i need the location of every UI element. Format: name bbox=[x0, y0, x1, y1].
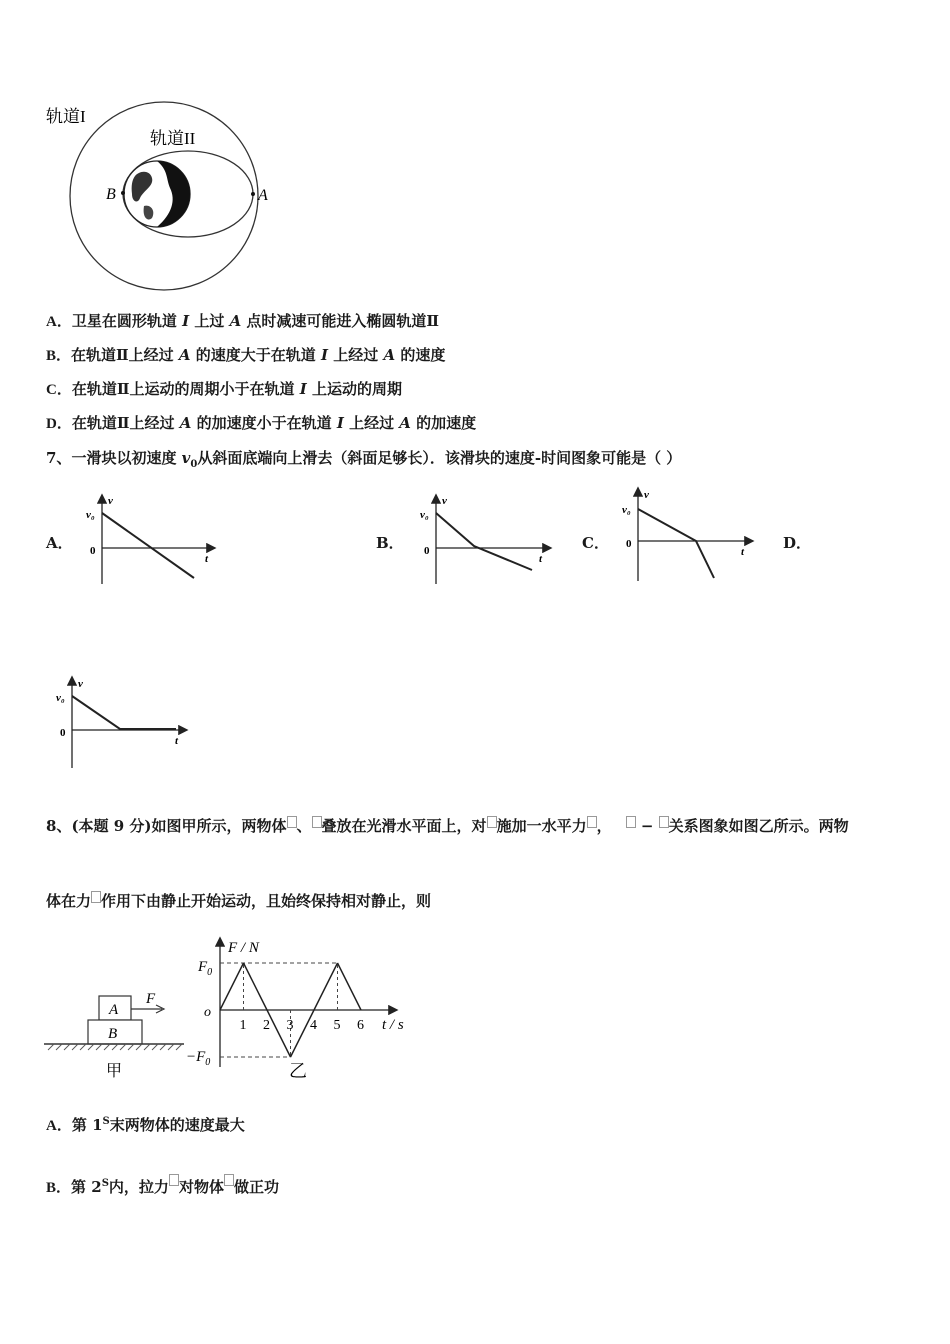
option-label: A． bbox=[46, 314, 72, 330]
option-var: A bbox=[383, 346, 396, 364]
missing-glyph bbox=[312, 816, 322, 828]
missing-glyph bbox=[659, 816, 669, 828]
option-text: 的速度 bbox=[395, 346, 446, 364]
stem-sub: 0 bbox=[190, 459, 198, 470]
q7-graph-b[interactable] bbox=[418, 490, 558, 586]
q8-option-b[interactable] bbox=[46, 1174, 279, 1198]
zero-label: 0 bbox=[626, 538, 632, 550]
option-text: 上经过 bbox=[343, 414, 400, 432]
option-text: 在轨道Ⅱ上运动的周期小于在轨道 bbox=[71, 380, 300, 398]
stem-var: v bbox=[181, 449, 191, 467]
option-text: 上过 bbox=[189, 312, 230, 330]
stem-text: 从斜面底端向上滑去（斜面足够长）．该滑块的速度-时间图象可能是（ ） bbox=[197, 449, 682, 467]
x-tick-label: 4 bbox=[310, 1018, 317, 1033]
missing-glyph bbox=[91, 891, 101, 903]
option-text: 末两物体的速度最大 bbox=[109, 1116, 245, 1134]
orbit-2-label: 轨道II bbox=[150, 129, 196, 148]
option-text: 在轨道Ⅱ上经过 bbox=[71, 414, 180, 432]
option-var: A bbox=[178, 346, 191, 364]
option-text: 卫星在圆形轨道 bbox=[71, 312, 183, 330]
force-series-segment bbox=[244, 963, 268, 1010]
figure-caption: 乙 bbox=[289, 1061, 307, 1081]
q8-figure-yi-chart bbox=[186, 935, 420, 1085]
option-var: I bbox=[299, 380, 307, 398]
q7-graph-d[interactable] bbox=[54, 672, 194, 772]
option-var: A bbox=[229, 312, 242, 330]
earth-icon bbox=[124, 161, 190, 227]
option-text: 的加速度小于在轨道 bbox=[191, 414, 337, 432]
option-label: C． bbox=[46, 382, 72, 398]
q7-graph-a[interactable] bbox=[84, 490, 224, 586]
x-tick-label: 3 bbox=[286, 1018, 294, 1033]
option-text: 第 2 bbox=[71, 1178, 102, 1196]
stem-text: − bbox=[635, 817, 659, 835]
point-b-dot bbox=[121, 191, 125, 195]
block-b-label: B bbox=[108, 1026, 118, 1042]
zero-label: 0 bbox=[60, 727, 66, 739]
missing-glyph bbox=[487, 816, 497, 828]
stem-text: 、 bbox=[296, 817, 312, 835]
q7-graph-c[interactable] bbox=[620, 485, 760, 585]
option-label: D． bbox=[46, 416, 72, 432]
v-label: v bbox=[78, 678, 83, 690]
v0-label: v₀ bbox=[86, 509, 95, 521]
stem-text: 作用下由静止开始运动，且始终保持相对静止，则 bbox=[101, 892, 432, 910]
q7-stem bbox=[46, 448, 681, 475]
zero-label: 0 bbox=[424, 545, 430, 557]
orbit-1-label: 轨道I bbox=[46, 107, 86, 126]
question-number: 7、 bbox=[46, 449, 72, 467]
point-b-label: B bbox=[106, 186, 116, 203]
q6-option-c[interactable] bbox=[46, 379, 402, 400]
option-text: 点时减速可能进入椭圆轨道Ⅱ bbox=[241, 312, 440, 330]
option-var: I bbox=[182, 312, 190, 330]
stem-text: ， bbox=[596, 817, 612, 835]
q7-option-a-label[interactable]: A． bbox=[46, 534, 73, 552]
option-text: 在轨道Ⅱ上经过 bbox=[71, 346, 179, 364]
question-number: 8、 bbox=[46, 817, 72, 835]
q6-option-a[interactable] bbox=[46, 311, 439, 332]
option-text: 的加速度 bbox=[410, 414, 477, 432]
question-score: (本题 9 分) bbox=[71, 817, 152, 835]
force-series-segment bbox=[220, 963, 244, 1010]
t-label: t bbox=[175, 735, 179, 747]
stem-text: 体在力 bbox=[46, 892, 92, 910]
missing-glyph bbox=[287, 816, 297, 828]
x-tick-label: 6 bbox=[357, 1018, 364, 1033]
stem-text: 关系图象如图乙所示。两物 bbox=[668, 817, 849, 835]
origin-label: o bbox=[204, 1005, 211, 1020]
q7-option-b-label[interactable]: B． bbox=[376, 534, 404, 552]
zero-label: 0 bbox=[90, 545, 96, 557]
q8-stem-line-2 bbox=[46, 891, 431, 911]
velocity-line bbox=[638, 509, 714, 578]
force-series-segment bbox=[314, 963, 338, 1010]
q7-option-d-label[interactable]: D． bbox=[783, 534, 812, 552]
f0-label: $F_0$ bbox=[198, 959, 213, 978]
v-label: v bbox=[644, 489, 649, 501]
x-tick-label: 1 bbox=[239, 1018, 247, 1033]
stem-text: 施加一水平力 bbox=[496, 817, 587, 835]
option-text: 第 1 bbox=[71, 1116, 103, 1134]
missing-glyph bbox=[169, 1174, 179, 1186]
force-series-segment bbox=[338, 963, 362, 1010]
point-a-label: A bbox=[258, 187, 268, 204]
x-axis-label: t / s bbox=[382, 1017, 404, 1033]
force-label: F bbox=[146, 991, 156, 1007]
q8-option-a[interactable] bbox=[46, 1112, 245, 1136]
velocity-line bbox=[436, 513, 532, 570]
stem-text: 一滑块以初速度 bbox=[71, 449, 182, 467]
option-text: 上运动的周期 bbox=[306, 380, 402, 398]
option-label: A． bbox=[46, 1118, 72, 1134]
missing-glyph bbox=[626, 816, 636, 828]
q8-stem-line-1 bbox=[46, 816, 849, 836]
y-axis-label: F / N bbox=[228, 940, 259, 956]
x-tick-label: 2 bbox=[263, 1018, 270, 1033]
stem-text: 叠放在光滑水平面上，对 bbox=[321, 817, 487, 835]
t-label: t bbox=[741, 546, 745, 558]
option-var: I bbox=[336, 414, 344, 432]
stem-text: 如图甲所示，两物体 bbox=[151, 817, 287, 835]
figure-caption: 甲 bbox=[106, 1063, 123, 1080]
missing-glyph bbox=[587, 816, 597, 828]
orbit-figure bbox=[40, 98, 290, 298]
t-label: t bbox=[205, 553, 209, 565]
block-a-label: A bbox=[109, 1002, 119, 1018]
option-text: 做正功 bbox=[233, 1178, 279, 1196]
q6-option-b[interactable] bbox=[46, 345, 445, 366]
option-text: 上经过 bbox=[328, 346, 384, 364]
option-text: 的速度大于在轨道 bbox=[190, 346, 321, 364]
velocity-line bbox=[102, 513, 194, 578]
missing-glyph bbox=[224, 1174, 234, 1186]
option-var: A bbox=[179, 414, 192, 432]
v0-label: v₀ bbox=[622, 504, 631, 516]
velocity-line bbox=[72, 696, 176, 729]
neg-f0-label: $-F_0$ bbox=[186, 1049, 211, 1068]
option-var: A bbox=[399, 414, 411, 432]
point-a-dot bbox=[251, 192, 255, 196]
option-text: 对物体 bbox=[178, 1178, 224, 1196]
t-label: t bbox=[539, 553, 543, 565]
option-sup: S bbox=[101, 1178, 109, 1189]
option-sup: S bbox=[102, 1116, 110, 1127]
ground-hatch bbox=[48, 1044, 182, 1050]
q8-figure-jia bbox=[44, 985, 194, 1085]
x-tick-label: 5 bbox=[333, 1018, 341, 1033]
v0-label: v₀ bbox=[56, 692, 65, 704]
v-label: v bbox=[108, 495, 113, 507]
q7-option-c-label[interactable]: C． bbox=[582, 534, 609, 552]
option-label: B． bbox=[46, 1180, 72, 1196]
v-label: v bbox=[442, 495, 447, 507]
option-var: I bbox=[320, 346, 329, 364]
option-label: B． bbox=[46, 348, 72, 364]
v0-label: v₀ bbox=[420, 509, 429, 521]
q6-option-d[interactable] bbox=[46, 413, 476, 434]
option-text: 内，拉力 bbox=[108, 1178, 169, 1196]
